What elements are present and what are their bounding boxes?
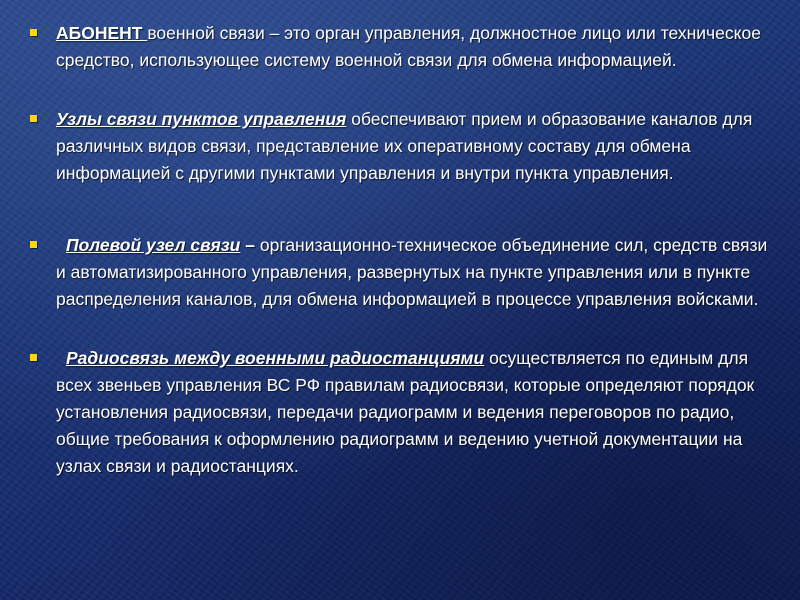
definition-radio-communication: осуществляется по единым для всех звеньев управления ВС РФ правилам радиосвязи, которые определяют порядок установления радиосвязи, передачи радиограмм и ведения переговоров по радио, общие требования к оформлению радиограмм и ведению учетной документации на узлах связи и радиостанциях.: [56, 348, 755, 476]
paragraph-command-post-nodes: [30, 106, 780, 187]
paragraph-field-node: [30, 232, 780, 313]
bullet-icon: [30, 115, 37, 122]
paragraph-text: [56, 106, 780, 187]
bullet-icon: [30, 29, 37, 36]
term-subscriber: АБОНЕНТ: [56, 23, 148, 43]
paragraph-radio-communication: [30, 345, 780, 480]
term-separator: –: [240, 235, 255, 255]
definition-field-node: организационно-техническое объединение сил, средств связи и автоматизированного управления, развернутых на пункте управления или в пункте распределения каналов, для обмена информацией в процессе управления войсками.: [56, 235, 768, 309]
paragraph-text: [56, 345, 780, 480]
term-radio-communication: Радиосвязь между военными радиостанциями: [66, 348, 485, 368]
paragraph-subscriber: [30, 20, 780, 74]
bullet-icon: [30, 354, 37, 361]
term-field-node: Полевой узел связи: [66, 235, 241, 255]
paragraph-text: [56, 232, 780, 313]
definition-command-post-nodes: обеспечивают прием и образование каналов для различных видов связи, представление их оперативному составу для обмена информацией с другими пунктами управления и внутри пункта управления.: [56, 109, 753, 183]
bullet-icon: [30, 241, 37, 248]
definition-subscriber: военной связи – это орган управления, должностное лицо или техническое средство, использующее систему военной связи для обмена информацией.: [56, 23, 761, 70]
term-command-post-nodes: Узлы связи пунктов управления: [56, 109, 347, 129]
paragraph-text: [56, 20, 780, 74]
